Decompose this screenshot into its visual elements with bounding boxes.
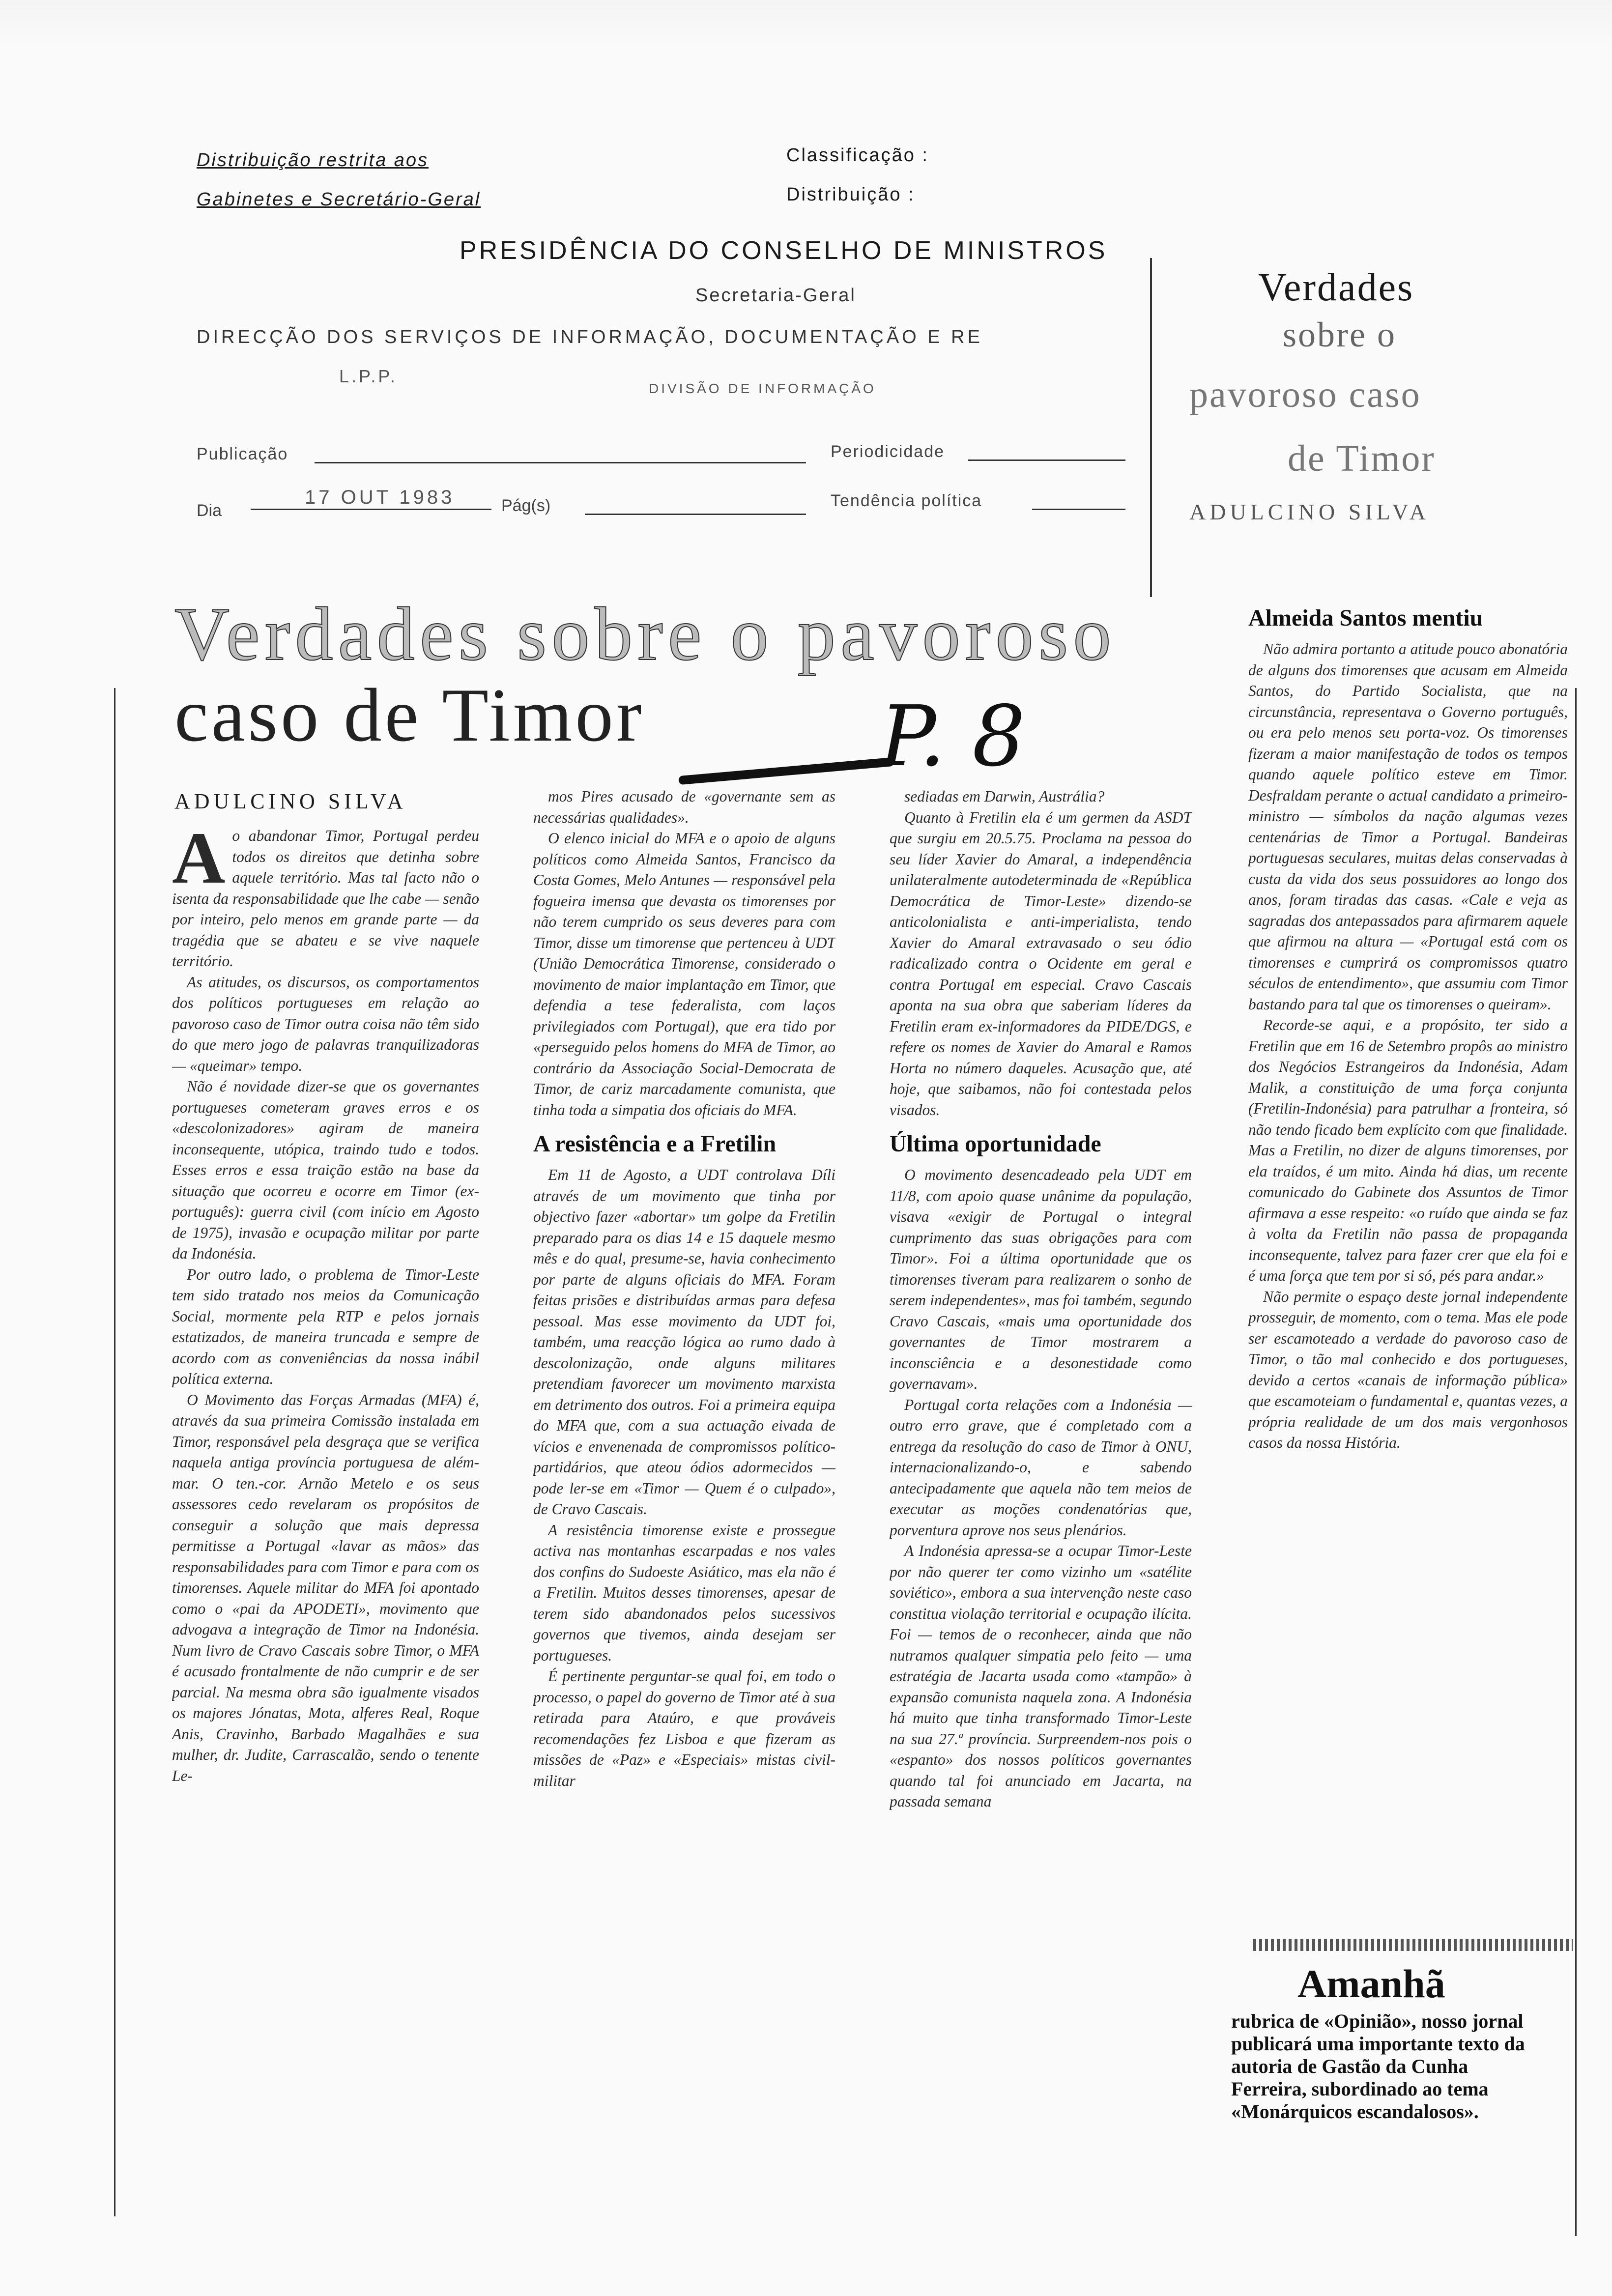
box-title: Amanhã bbox=[1297, 1961, 1445, 2006]
classificacao-label: Classificação : bbox=[786, 145, 929, 166]
direccao-label: DIRECÇÃO DOS SERVIÇOS DE INFORMAÇÃO, DOCUMENTAÇÃO E RE bbox=[197, 327, 983, 347]
paragraph: sediadas em Darwin, Austrália? bbox=[904, 788, 1105, 805]
paragraph: É pertinente perguntar-se qual foi, em todo o processo, o papel do governo de Timor até à sua retirada para Ataúro, e que prováveis recomendações fez Lisboa e que fizeram as missões de «Paz» e «Especiais» mistas civil-militar bbox=[533, 1667, 835, 1789]
header-divider-right bbox=[1150, 258, 1152, 597]
dia-value: 17 OUT 1983 bbox=[251, 487, 491, 510]
paragraph: Quanto à Fretilin ela é um germen da ASDT que surgiu em 20.5.75. Proclama na pessoa do seu líder Xavier do Amaral, a independência unilateralmente autodeterminada de «República Democrática de Timor-Leste» dizendo-se anticolonialista e anti-imperialista, tendo Xavier do Amaral extravasado o seu ódio radicalizado contra o Ocidente em geral e contra Portugal em especial. Cravo Cascais aponta na sua obra que saberiam líderes da Fretilin eram ex-informadores da PIDE/DGS, e refere os nomes de Xavier do Amaral e Ramos Horta no número daqueles. Acusação que, até hoje, que saibamos, não foi contestada pelos visados. bbox=[890, 808, 1192, 1119]
paragraph: Não é novidade dizer-se que os governantes portugueses cometeram graves erros e os «descolonizadores» agiram de maneira inconsequente, utópica, traindo tudo e todos. Esses erros e essa traição estão na base da situação que ocorreu e ocorre em Timor (ex-português): guerra civil (com início em Agosto de 1975), invasão e ocupação militar por parte da Indonésia. bbox=[172, 1078, 479, 1262]
article-column-3 bbox=[890, 786, 1192, 2211]
paragraph: mos Pires acusado de «governante sem as necessárias qualidades». bbox=[533, 788, 835, 826]
distribuicao-label: Distribuição : bbox=[786, 184, 915, 205]
section-heading: Última oportunidade bbox=[890, 1131, 1101, 1157]
periodicidade-line bbox=[968, 459, 1125, 461]
article-column-1 bbox=[172, 826, 479, 2211]
paragraph: O movimento desencadeado pela UDT em 11/8, com apoio quase unânime da população, visava «exigir de Portugal o integral cumprimento das suas obrigações para com Timor». Foi a última oportunidade que os timorenses tiveram para realizarem o sonho de serem independentes», mas foi também, segundo Cravo Cascais, «mais uma oportunidade dos governantes de Timor mostrarem a inconsciência e a desonestidade como governavam». bbox=[890, 1166, 1192, 1392]
secretaria-label: Secretaria-Geral bbox=[695, 285, 856, 306]
tendencia-line bbox=[1032, 509, 1125, 510]
periodicidade-label: Periodicidade bbox=[831, 442, 945, 461]
paragraph: Em 11 de Agosto, a UDT controlava Díli através de um movimento que tinha por objectivo fazer «abortar» um golpe da Fretilin preparado para os dias 14 e 15 daquele mesmo mês e do qual, presume-se, havia conhecimento por parte de alguns oficiais do MFA. Foram feitas prisões e distribuídas armas para defesa pessoal. Mas esse movimento da UDT foi, também, uma reacção lógica ao rumo dado à descolonização, onde alguns militares pretendiam favorecer um movimento marxista em detrimento dos outros. Foi a primeira equipa do MFA que, com a sua actuação eivada de vícios e envenenada de compromissos político-partidários, que ateou ódios adormecidos — pode ler-se em «Timor — Quem é o culpado», de Cravo Cascais. bbox=[533, 1166, 835, 1518]
paragraph: Por outro lado, o problema de Timor-Leste tem sido tratado nos meios da Comunicação Social, mormente pela RTP e pelos jornais estatizados, de maneira truncada e sempre de acordo com as conveniências da nossa inábil política externa. bbox=[172, 1265, 479, 1387]
dia-label: Dia bbox=[197, 501, 222, 520]
paragraph: A resistência timorense existe e prossegue activa nas montanhas escarpadas e nos vales dos confins do Sudoeste Asiático, mas ela não é a Fretilin. Muitos desses timorenses, apesar de terem sido abandonados pelos sucessivos governos que tivemos, ainda desejam ser portugueses. bbox=[533, 1521, 835, 1664]
section-heading: Almeida Santos mentiu bbox=[1248, 605, 1483, 631]
tendencia-label: Tendência política bbox=[831, 491, 982, 510]
drop-cap: A bbox=[172, 826, 226, 899]
byline: ADULCINO SILVA bbox=[174, 789, 407, 813]
paragraph: Não permite o espaço deste jornal independente prosseguir, de momento, com o tema. Mas ele pode ser escamoteado a verdade do pavoroso caso de Timor, o tão mal conhecido e dos portugueses, devido a certos «canais de informação pública» que escamoteiam o fundamental e, quantas vezes, a própria realidade de um dos mais vergonhosos casos da nossa História. bbox=[1248, 1288, 1568, 1451]
article-column-2 bbox=[533, 786, 835, 2211]
clipping-title-4: de Timor bbox=[1288, 438, 1436, 479]
paragraph: A Indonésia apressa-se a ocupar Timor-Leste por não querer ter como vizinho um «satélite soviético», embora a sua intervenção neste caso constitua violação territorial e ocupação ilícita. Foi — temos de o reconhecer, ainda que não nutramos qualquer simpatia pelo feito — uma estratégia de Jacarta usada como «tampão» à expansão comunista naquela zona. A Indonésia há muito que tinha transformado Timor-Leste na sua 27.ª província. Surpreendem-nos pois o «espanto» dos nossos políticos governantes quando tal foi anunciado em Jacarta, na passada semana bbox=[890, 1542, 1192, 1810]
paragraph: Portugal corta relações com a Indonésia — outro erro grave, que é completado com a entrega da resolução do caso de Timor à ONU, internacionalizando-o, e sabendo antecipadamente que aquela não tem meios de executar as moções condenatórias que, porventura aprove nos seus plenários. bbox=[890, 1396, 1192, 1539]
headline-line-2: caso de Timor bbox=[174, 673, 645, 757]
clipping-title-3: pavoroso caso bbox=[1189, 374, 1421, 415]
box-top-rule bbox=[1253, 1939, 1573, 1951]
page-edge-right bbox=[1575, 688, 1577, 2236]
paginas-label: Pág(s) bbox=[501, 496, 551, 515]
paginas-line bbox=[585, 514, 806, 515]
restricted-line-2: Gabinetes e Secretário-Geral bbox=[197, 189, 481, 210]
headline-line-1: Verdades sobre o pavoroso bbox=[174, 592, 1116, 676]
section-heading: A resistência e a Fretilin bbox=[533, 1131, 777, 1157]
paragraph: O Movimento das Forças Armadas (MFA) é, através da sua primeira Comissão instalada em Timor, responsável pela desgraça que se verifica naquela antiga província portuguesa de além-mar. O ten.-cor. Arnão Metelo e os seus assessores cedo revelaram os propósitos de conseguir a solução que mais depressa permitisse a Portugal «lavar as mãos» das responsabilidades para com Timor e para com os timorenses. Aquele militar do MFA foi apontado como o «pai da APODETI», movimento que advogava a integração de Timor na Indonésia. Num livro de Cravo Cascais sobre Timor, o MFA é acusado frontalmente de não cumprir e de ser parcial. Na mesma obra são igualmente visados os majores Jónatas, Mota, alferes Real, Roque Anis, Cravinho, Barbado Magalhães e sua mulher, dr. Judite, Carrascalão, sendo o tenente Le- bbox=[172, 1391, 479, 1784]
handwritten-note: P. 8 bbox=[880, 688, 1026, 785]
paragraph: Não admira portanto a atitude pouco abonatória de alguns dos timorenses que acusam em Almeida Santos, do Partido Socialista, que na circunstância, representava o Governo português, ou era pelo menos seu porta-voz. Os timorenses fizeram a maior manifestação de todos os tempos quando aquele político esteve em Timor. Desfraldam perante o actual candidato a primeiro-ministro — símbolos da nação algumas vezes centenárias de Timor a Portugal. Bandeiras portuguesas seculares, muitas delas conservadas à custa da vida dos seus possuidores ao longo dos anos, foram tiradas das casas. «Cale e veja as sagradas dos antepassados para afirmarem aquele que afirmou na altura — «Portugal está com os timorenses e cumprirá os compromissos quatro séculos de entendimento», que assumiu com Timor bastando para tal que os timorenses o queiram». bbox=[1248, 640, 1568, 1013]
clipping-title-1: Verdades bbox=[1258, 266, 1414, 309]
article-column-4 bbox=[1248, 595, 1568, 1946]
presidencia-title: PRESIDÊNCIA DO CONSELHO DE MINISTROS bbox=[460, 236, 1108, 265]
paragraph: O elenco inicial do MFA e o apoio de alguns políticos como Almeida Santos, Francisco da Costa Gomes, Melo Antunes — responsável pela fogueira imensa que devasta os timorenses por não terem cumprido os seus deveres para com Timor, disse um timorense que pertenceu à UDT (União Democrática Timorense, considerado o movimento de maior implantação em Timor, que defendia a tese federalista, com laços privilegiados com Portugal), que era tido por «perseguido pelos homens do MFA de Timor, ao contrário da Associação Social-Democrata de Timor, de cariz marcadamente comunista, que tinha toda a simpatia dos oficiais do MFA. bbox=[533, 830, 835, 1119]
restricted-line-1: Distribuição restrita aos bbox=[197, 150, 429, 171]
scan-top-strip bbox=[0, 0, 1612, 49]
clipping-title-2: sobre o bbox=[1283, 315, 1396, 354]
page-edge-left bbox=[114, 688, 115, 2216]
paragraph: Recorde-se aqui, e a propósito, ter sido a Fretilin que em 16 de Setembro propôs ao ministro dos Negócios Estrangeiros da Indonésia, Adam Malik, a constituição de uma força conjunta (Fretilin-Indonésia) para patrulhar a fronteira, só não tendo ficado bem explícito com que finalidade. Mas a Fretilin, no dizer de alguns timorenses, por ela traídos, é um mito. Ainda há dias, um recente comunicado do Gabinete dos Assuntos de Timor afirmava a esse respeito: «o ruído que ainda se faz à volta da Fretilin não passa de propaganda inconsequente, talvez para fazer crer que ela foi e é uma força que tem por si só, pés para andar.» bbox=[1248, 1016, 1568, 1284]
paragraph: As atitudes, os discursos, os comportamentos dos políticos portugueses em relação ao pavoroso caso de Timor outra coisa não têm sido do que mero jogo de palavras tranquilizadoras — «queimar» tempo. bbox=[172, 973, 479, 1074]
clipping-author: ADULCINO SILVA bbox=[1189, 499, 1430, 524]
publicacao-line bbox=[315, 462, 806, 463]
publicacao-label: Publicação bbox=[197, 445, 288, 463]
box-text: rubrica de «Opinião», nosso jornal publicará uma importante texto da autoria de Gastão da Cunha Ferreira, subordinado ao tema «Monárquicos escandalosos». bbox=[1231, 2010, 1525, 2123]
divisao-label: DIVISÃO DE INFORMAÇÃO bbox=[649, 381, 876, 396]
handwritten-stroke bbox=[678, 757, 894, 785]
direccao-label-2: L.P.P. bbox=[339, 366, 398, 386]
paragraph: Ao abandonar Timor, Portugal perdeu todos os direitos que detinha sobre aquele território. Mas tal facto não o isenta da responsabilidade que lhe cabe — senão por inteiro, pelo menos em grande parte — da tragédia que se abateu e se vive naquele território. bbox=[172, 826, 479, 970]
